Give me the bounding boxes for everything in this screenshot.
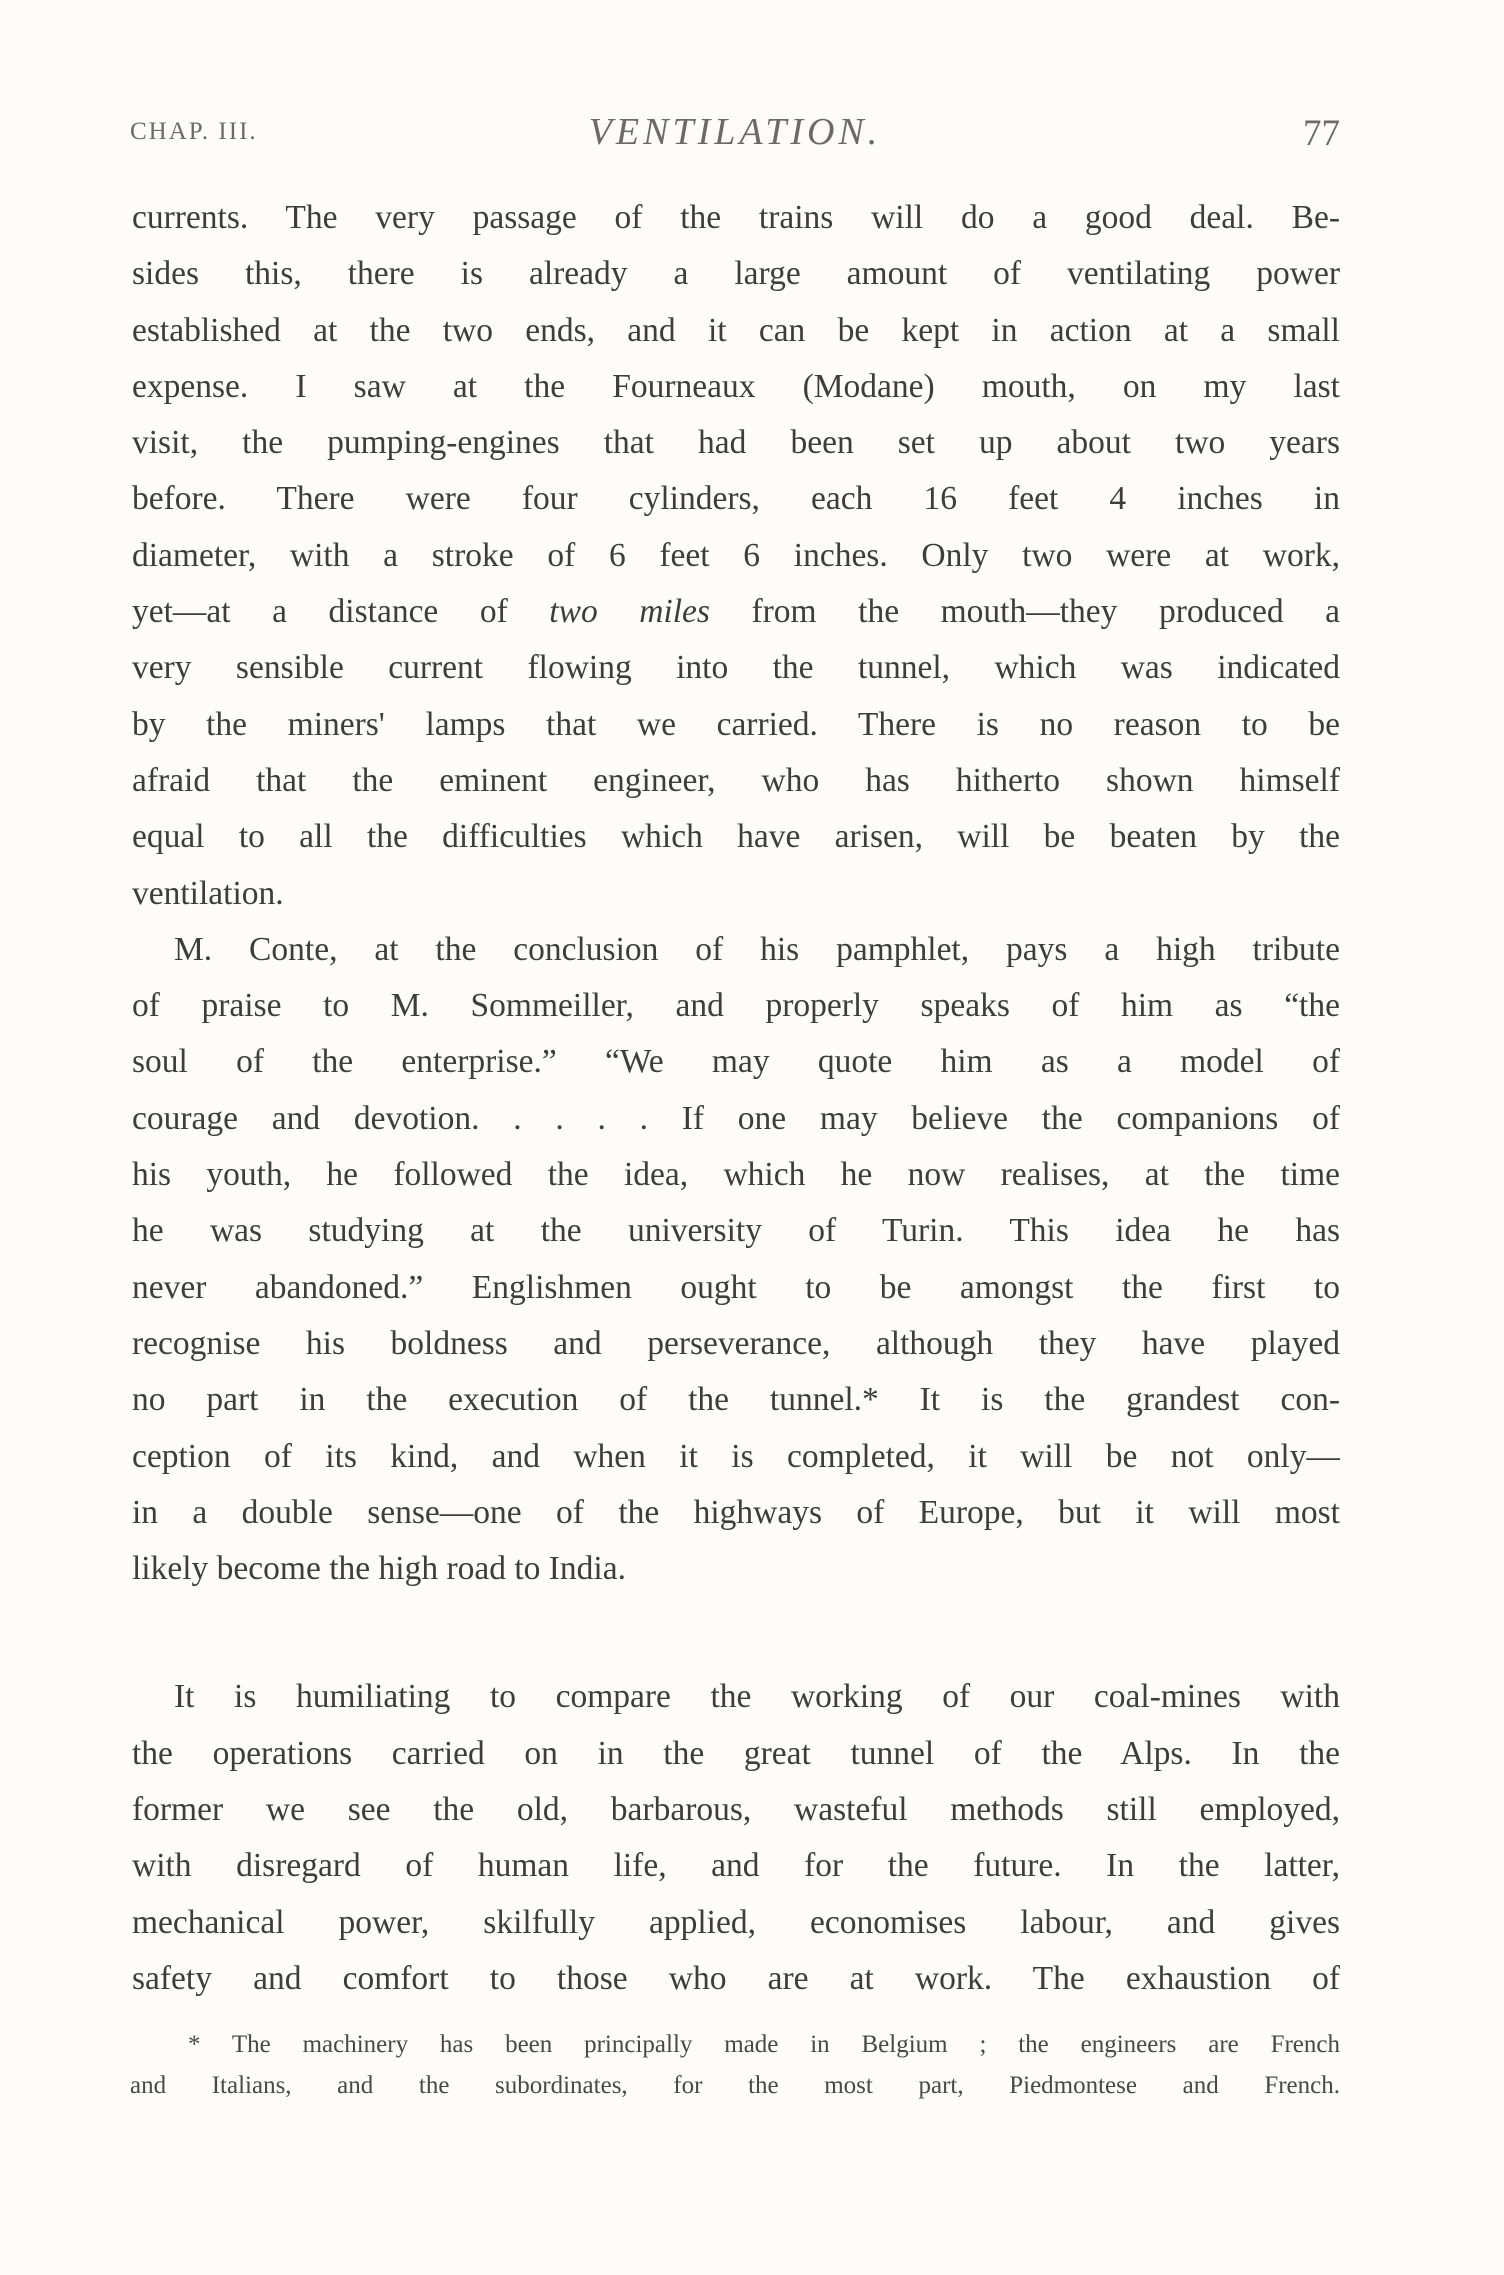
text-line: currents. The very passage of the trains will do a good deal. Be- bbox=[132, 199, 1340, 236]
text-line: his youth, he followed the idea, which he now realises, at the time bbox=[132, 1156, 1340, 1194]
text-line: never abandoned.” Englishmen ought to be amongst the first to bbox=[132, 1268, 1340, 1306]
footnote-line: and Italians, and the subordinates, for the most part, Piedmontese and French. bbox=[130, 2072, 1340, 2099]
text-line: visit, the pumping-engines that had been set up about two years bbox=[132, 424, 1340, 462]
text-segment: from the mouth—they produced a bbox=[709, 593, 1340, 631]
text-line: diameter, with a stroke of 6 feet 6 inches. Only two were at work, bbox=[132, 536, 1340, 574]
text-line: soul of the enterprise.” “We may quote him as a model of bbox=[132, 1043, 1340, 1081]
text-line: in a double sense—one of the highways of Europe, but it will most bbox=[132, 1493, 1340, 1531]
text-line-with-emphasis bbox=[132, 584, 1340, 640]
text-line: equal to all the difficulties which have arisen, will be beaten by the bbox=[132, 818, 1340, 856]
text-line: mechanical power, skilfully applied, economises labour, and gives bbox=[132, 1903, 1340, 1941]
body-text bbox=[132, 190, 1340, 2007]
text-line: former we see the old, barbarous, wasteful methods still employed, bbox=[132, 1791, 1340, 1829]
page-number: 77 bbox=[1303, 113, 1340, 154]
text-line: no part in the execution of the tunnel.* It is the grandest con- bbox=[132, 1381, 1340, 1419]
running-title: VENTILATION. bbox=[588, 111, 882, 153]
paragraph-start-line: M. Conte, at the conclusion of his pamphlet, pays a high tribute bbox=[174, 930, 1340, 968]
text-line: expense. I saw at the Fourneaux (Modane) mouth, on my last bbox=[132, 367, 1340, 405]
text-line: by the miners' lamps that we carried. There is no reason to be bbox=[132, 705, 1340, 743]
chapter-label: CHAP. III. bbox=[130, 118, 258, 145]
paragraph-start-line: It is humiliating to compare the working of our coal-mines with bbox=[174, 1678, 1340, 1716]
text-line: before. There were four cylinders, each 16 feet 4 inches in bbox=[132, 480, 1340, 518]
emphasis-text: two miles bbox=[549, 593, 710, 631]
running-header bbox=[130, 110, 1340, 160]
text-line: likely become the high road to India. bbox=[132, 1550, 626, 1588]
text-line: sides this, there is already a large amount of ventilating power bbox=[132, 255, 1340, 293]
text-line: afraid that the eminent engineer, who has hitherto shown himself bbox=[132, 761, 1340, 799]
text-line: recognise his boldness and perseverance, although they have played bbox=[132, 1324, 1340, 1362]
text-line: with disregard of human life, and for the future. In the latter, bbox=[132, 1847, 1340, 1885]
text-line: the operations carried on in the great tunnel of the Alps. In the bbox=[132, 1734, 1340, 1772]
text-line: ception of its kind, and when it is completed, it will be not only— bbox=[132, 1437, 1340, 1475]
text-line: established at the two ends, and it can be kept in action at a small bbox=[132, 311, 1340, 349]
text-line: ventilation. bbox=[132, 874, 284, 912]
footnote-line: * The machinery has been principally made in Belgium ; the engineers are French bbox=[188, 2031, 1340, 2058]
text-line: safety and comfort to those who are at work. The exhaustion of bbox=[132, 1959, 1340, 1997]
text-line: he was studying at the university of Turin. This idea he has bbox=[132, 1212, 1340, 1250]
text-line: of praise to M. Sommeiller, and properly speaks of him as “the bbox=[132, 987, 1340, 1025]
footnote bbox=[130, 2024, 1340, 2106]
section-break bbox=[132, 1597, 1340, 1669]
text-segment: yet—at a distance of bbox=[132, 593, 550, 631]
text-line: very sensible current flowing into the tunnel, which was indicated bbox=[132, 649, 1340, 687]
text-line: courage and devotion. . . . . If one may believe the companions of bbox=[132, 1099, 1340, 1137]
